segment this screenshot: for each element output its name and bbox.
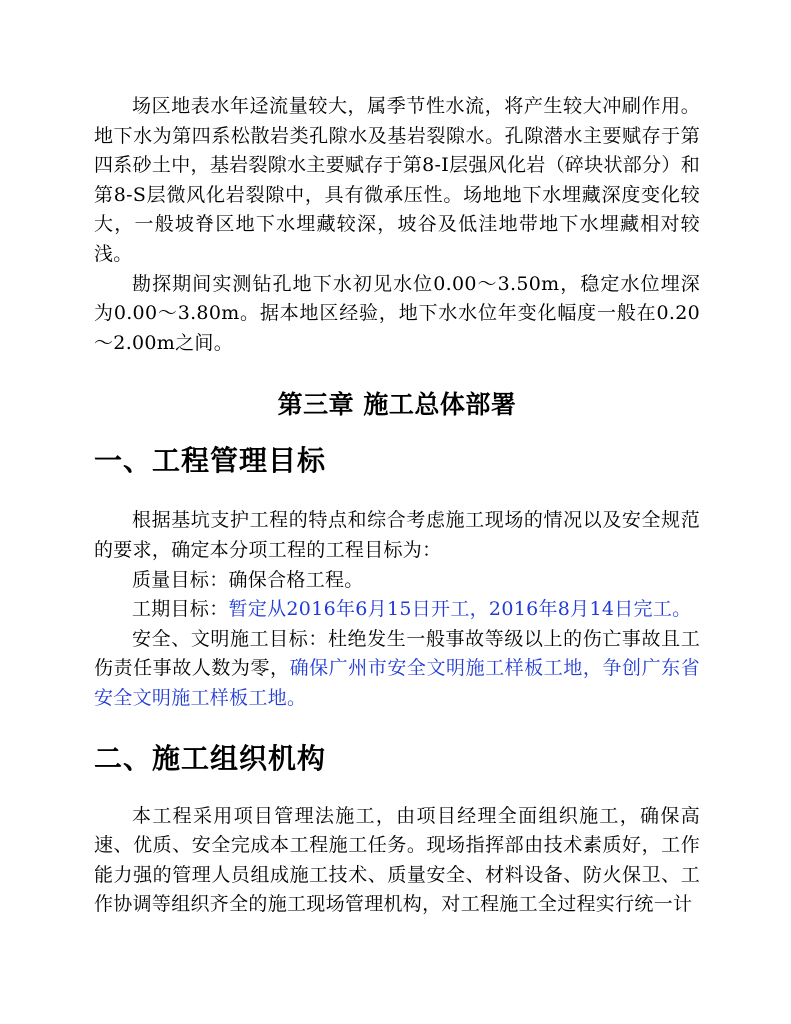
safety-goal-highlight: 确保广州市安全文明施工样板工地，争创广东省安全文明施工样板工地。 <box>94 657 700 709</box>
schedule-goal-value: 暂定从2016年6月15日开工，2016年8月14日完工。 <box>228 598 692 621</box>
schedule-goal <box>94 595 700 625</box>
document-page <box>94 92 700 920</box>
section-title-management-goals: 一、工程管理目标 <box>94 444 327 478</box>
geology-paragraph-2: 勘探期间实测钻孔地下水初见水位0.00～3.50m，稳定水位埋深为0.00～3.80m。据本地区经验，地下水水位年变化幅度一般在0.20～2.00m之间。 <box>94 272 700 354</box>
section-title-organization: 二、施工组织机构 <box>94 741 327 775</box>
geology-paragraph-1: 场区地表水年迳流量较大，属季节性水流，将产生较大冲刷作用。地下水为第四系松散岩类孔隙水及基岩裂隙水。孔隙潜水主要赋存于第四系砂土中，基岩裂隙水主要赋存于第8-I层强风化岩（碎块状部分）和第8-S层微风化岩裂隙中，具有微承压性。场地地下水埋藏深度变化较大，一般坡脊区地下水埋藏较深，坡谷及低洼地带地下水埋藏相对较浅。 <box>94 95 700 265</box>
safety-goal <box>94 625 700 714</box>
organization-paragraph: 本工程采用项目管理法施工，由项目经理全面组织施工，确保高速、优质、安全完成本工程施工任务。现场指挥部由技术素质好，工作能力强的管理人员组成施工技术、质量安全、材料设备、防火保卫、工作协调等组织齐全的施工现场管理机构，对工程施工全过程实行统一计 <box>94 804 700 916</box>
chapter-title: 第三章 施工总体部署 <box>277 390 517 420</box>
goals-intro-paragraph: 根据基坑支护工程的特点和综合考虑施工现场的情况以及安全规范的要求，确定本分项工程的工程目标为： <box>94 509 700 561</box>
schedule-goal-label: 工期目标： <box>132 598 229 621</box>
safety-goal-text: 安全、文明施工目标：杜绝发生一般事故等级以上的伤亡事故且工伤责任事故人数为零， <box>94 627 700 680</box>
quality-goal: 质量目标：确保合格工程。 <box>132 568 364 591</box>
